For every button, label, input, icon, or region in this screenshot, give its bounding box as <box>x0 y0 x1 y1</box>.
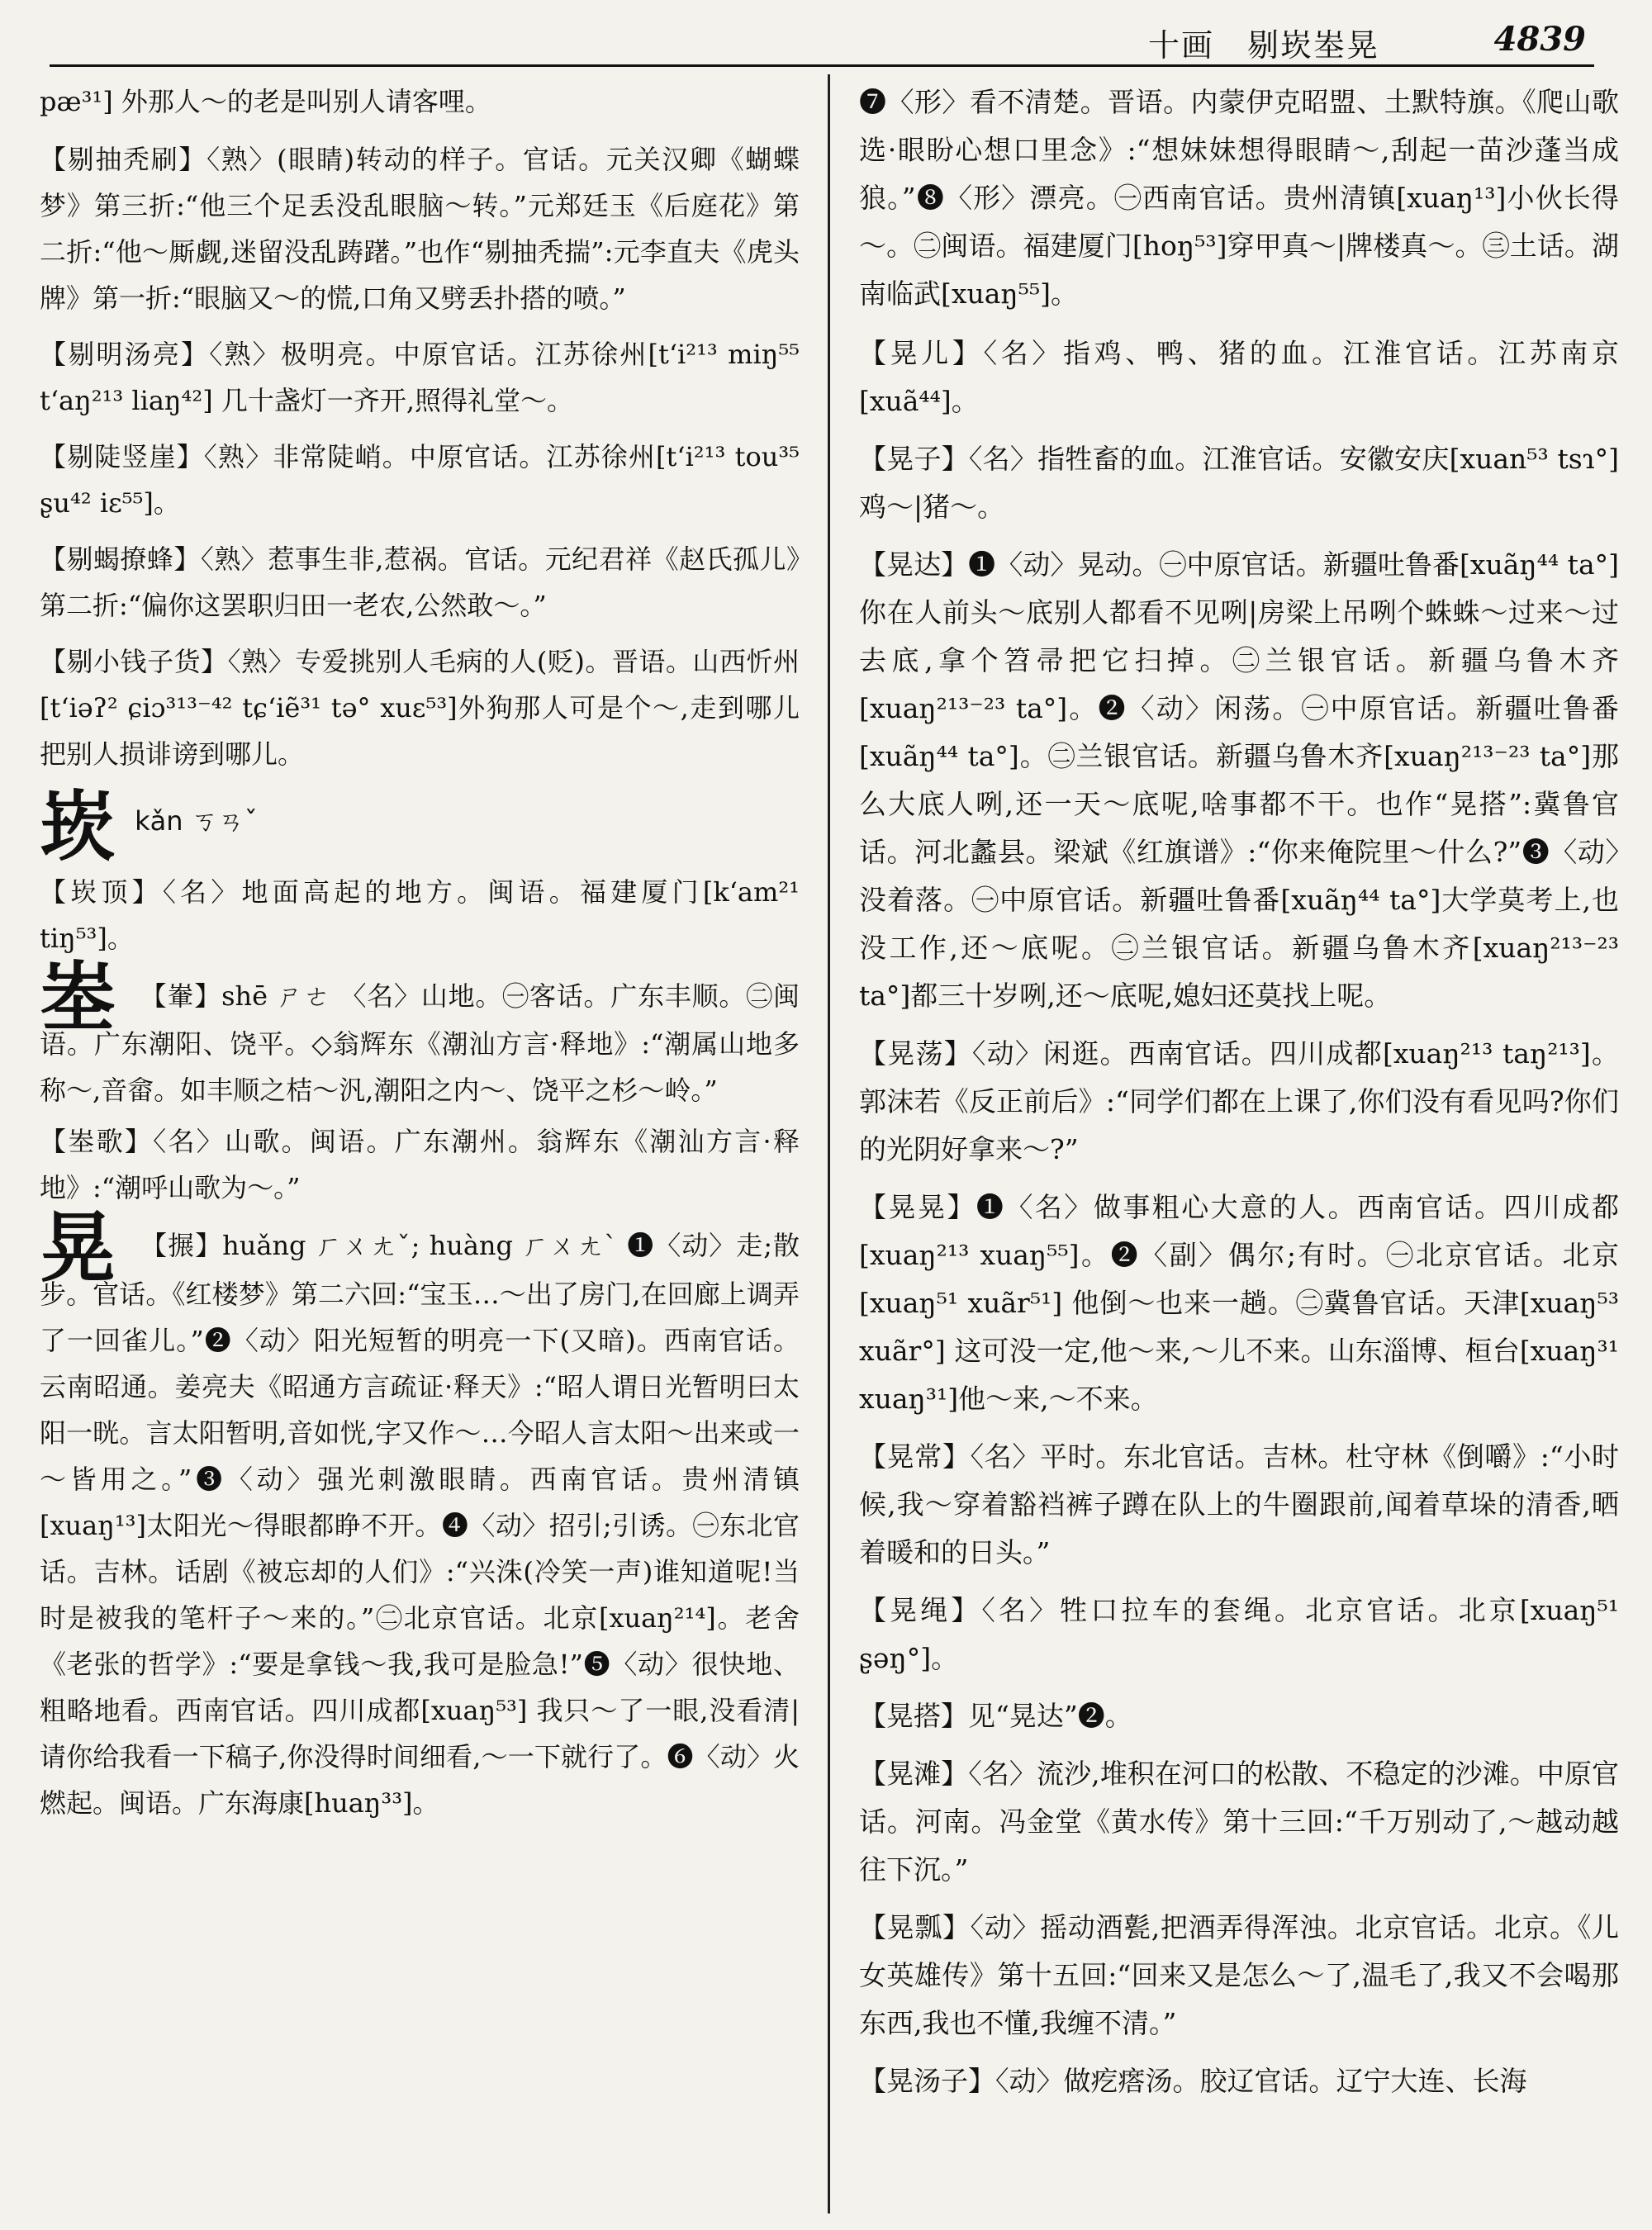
entry-huangdang: 【晃荡】〈动〉闲逛。西南官话。四川成都[xuaŋ²¹³ taŋ²¹³]。郭沫若《反正前后》:“同学们都在上课了,你们没有看见吗?你们的光阴好拿来～?” <box>859 1037 1619 1165</box>
entry-huangzi: 【晃子】〈名〉指牲畜的血。江淮官话。安徽安庆[xuan⁵³ tsɿ°] 鸡～|猪～。 <box>859 443 1619 523</box>
headchar-kan-block <box>40 781 800 871</box>
entry-tidoushuya: 【剔陡竖崖】〈熟〉非常陡峭。中原官话。江苏徐州[t‘i²¹³ tou³⁵ ʂu⁴² iɛ⁵⁵]。 <box>40 441 800 519</box>
entry-huangda: 【晃达】❶〈动〉晃动。㊀中原官话。新疆吐鲁番[xuãŋ⁴⁴ ta°] 你在人前头～底别人都看不见咧|房梁上吊咧个蛛蛛～过来～过去底,拿个笤帚把它扫掉。㊁兰银官话。新疆乌鲁木齐[xuaŋ²¹³⁻²³ ta°]。❷〈动〉闲荡。㊀中原官话。新疆吐鲁番[xuãŋ⁴⁴ ta°]。㊁兰银官话。新疆乌鲁木齐[xuaŋ²¹³⁻²³ ta°]那么大底人咧,还一天～底呢,啥事都不干。也作“晃搭”:冀鲁官话。河北蠡县。梁斌《红旗谱》:“你来俺院里～什么?”❸〈动〉没着落。㊀中原官话。新疆吐鲁番[xuãŋ⁴⁴ ta°]大学莫考上,也没工作,还～底呢。㊁兰银官话。新疆乌鲁木齐[xuaŋ²¹³⁻²³ ta°]都三十岁咧,还～底呢,媳妇还莫找上呢。 <box>859 548 1619 1012</box>
section-title: 十画 剔崁峚晃 <box>1147 27 1379 64</box>
headchar-kan: 崁 <box>40 781 116 871</box>
headchar-kan-pronunciation: kǎn ㄎㄢˇ <box>135 805 258 837</box>
entry-timingtangliang: 【剔明汤亮】〈熟〉极明亮。中原官话。江苏徐州[t‘i²¹³ miŋ⁵⁵ t‘aŋ²¹³ liaŋ⁴²] 几十盏灯一齐开,照得礼堂～。 <box>40 339 800 416</box>
entry-tichoutushua: 【剔抽秃刷】〈熟〉(眼睛)转动的样子。官话。元关汉卿《蝴蝶梦》第三折:“他三个足丢没乱眼脑～转。”元郑廷玉《后庭花》第二折:“他～厮觑,迷留没乱踌躇。”也作“剔抽秃揣”:元李直夫《虎头牌》第一折:“眼脑又～的慌,口角又劈丢扑搭的喷。” <box>40 144 800 314</box>
headchar-huang: 晃 <box>40 1203 116 1293</box>
entry-huangtan: 【晃滩】〈名〉流沙,堆积在河口的松散、不稳定的沙滩。中原官话。河南。冯金堂《黄水传》第十三回:“千万别动了,～越动越往下沉。” <box>859 1758 1619 1886</box>
entry-tixieliaofeng: 【剔蝎撩蜂】〈熟〉惹事生非,惹祸。官话。元纪君祥《赵氏孤儿》第二折:“偏你这罢职归田一老农,公然敢～。” <box>40 543 800 621</box>
column-divider <box>828 74 830 2213</box>
headchar-huang-definition: 【搌】huǎng ㄏㄨㄤˇ; huàng ㄏㄨㄤˋ ❶〈动〉走;散步。官话。《红楼梦》第二六回:“宝玉…～出了房门,在回廊上调弄了一回雀儿。”❷〈动〉阳光短暂的明亮一下(又暗)。西南官话。云南昭通。姜亮夫《昭通方言疏证·释天》:“昭人谓日光暂明曰太阳一晄。言太阳暂明,音如恍,字又作～…今昭人言太阳～出来或一～皆用之。”❸〈动〉强光刺激眼睛。西南官话。贵州清镇[xuaŋ¹³]太阳光～得眼都睁不开。❹〈动〉招引;引诱。㊀东北官话。吉林。话剧《被忘却的人们》:“兴洙(冷笑一声)谁知道呢!当时是被我的笔杆子～来的。”㊁北京官话。北京[xuaŋ²¹⁴]。老舍《老张的哲学》:“要是拿钱～我,我可是脸急!”❺〈动〉很快地、粗略地看。西南官话。四川成都[xuaŋ⁵³] 我只～了一眼,没看清|请你给我看一下稿子,你没得时间细看,～一下就行了。❻〈动〉火燃起。闽语。广东海康[huaŋ³³]。 <box>40 1230 800 1819</box>
left-column <box>40 78 800 1831</box>
page-number: 4839 <box>1493 20 1586 59</box>
entry-huangda2: 【晃搭】见“晃达”❷。 <box>859 1700 1132 1732</box>
entry-huanger: 【晃儿】〈名〉指鸡、鸭、猪的血。江淮官话。江苏南京[xuã⁴⁴]。 <box>859 337 1619 417</box>
headchar-she: 峚 <box>40 953 116 1042</box>
entry-huangsheng: 【晃绳】〈名〉牲口拉车的套绳。北京官话。北京[xuaŋ⁵¹ ʂəŋ°]。 <box>859 1594 1619 1674</box>
headchar-huang-block <box>40 1203 800 1826</box>
entry-tixiaoqianzihuo: 【剔小钱子货】〈熟〉专爱挑别人毛病的人(贬)。晋语。山西忻州[t‘iəʔ² ɕiɔ³¹³⁻⁴² tɕ‘iẽ³¹ tə° xuɛ⁵³]外狗那人可是个～,走到哪儿把别人损诽谤到哪儿。 <box>40 646 800 770</box>
headchar-she-block <box>40 953 800 1114</box>
entry-continuation: pæ³¹] 外那人～的老是叫别人请客哩。 <box>40 86 491 117</box>
page-header <box>50 15 1594 67</box>
entry-huanghuang: 【晃晃】❶〈名〉做事粗心大意的人。西南官话。四川成都[xuaŋ²¹³ xuaŋ⁵⁵]。❷〈副〉偶尔;有时。㊀北京官话。北京[xuaŋ⁵¹ xuãr⁵¹] 他倒～也来一趟。㊁冀鲁官话。天津[xuaŋ⁵³ xuãr°] 这可没一定,他～来,～儿不来。山东淄博、桓台[xuaŋ³¹ xuaŋ³¹]他～来,～不来。 <box>859 1191 1619 1415</box>
entry-shege: 【峚歌】〈名〉山歌。闽语。广东潮州。翁辉东《潮汕方言·释地》:“潮呼山歌为～。” <box>40 1126 800 1203</box>
entry-huangpiao: 【晃瓢】〈动〉摇动酒甏,把酒弄得浑浊。北京官话。北京。《儿女英雄传》第十五回:“回来又是怎么～了,温毛了,我又不会喝那东西,我也不懂,我缠不清。” <box>859 1911 1619 2039</box>
entry-kanding: 【崁顶】〈名〉地面高起的地方。闽语。福建厦门[k‘am²¹ tiŋ⁵³]。 <box>40 875 800 954</box>
headchar-she-definition: 【輋】shē ㄕㄜ 〈名〉山地。㊀客话。广东丰顺。㊁闽语。广东潮阳、饶平。◇翁辉东《潮汕方言·释地》:“潮属山地多称～,音畲。如丰顺之桔～汎,潮阳之内～、饶平之杉～岭。” <box>40 980 800 1106</box>
entry-huangtangzi: 【晃汤子】〈动〉做疙瘩汤。胶辽官话。辽宁大连、长海 <box>859 2065 1527 2097</box>
entry-huang-continuation: ❼〈形〉看不清楚。晋语。内蒙伊克昭盟、土默特旗。《爬山歌选·眼盼心想口里念》:“想妹妹想得眼睛～,刮起一苗沙蓬当成狼。”❽〈形〉漂亮。㊀西南官话。贵州清镇[xuaŋ¹³]小伙长得～。㊁闽语。福建厦门[hoŋ⁵³]穿甲真～|牌楼真～。㊂土话。湖南临武[xuaŋ⁵⁵]。 <box>859 86 1619 310</box>
right-column <box>859 78 1619 2115</box>
entry-huangchang: 【晃常】〈名〉平时。东北官话。吉林。杜守林《倒嚼》:“小时候,我～穿着豁裆裤子蹲在队上的牛圈跟前,闻着草垛的清香,晒着暖和的日头。” <box>859 1440 1619 1568</box>
